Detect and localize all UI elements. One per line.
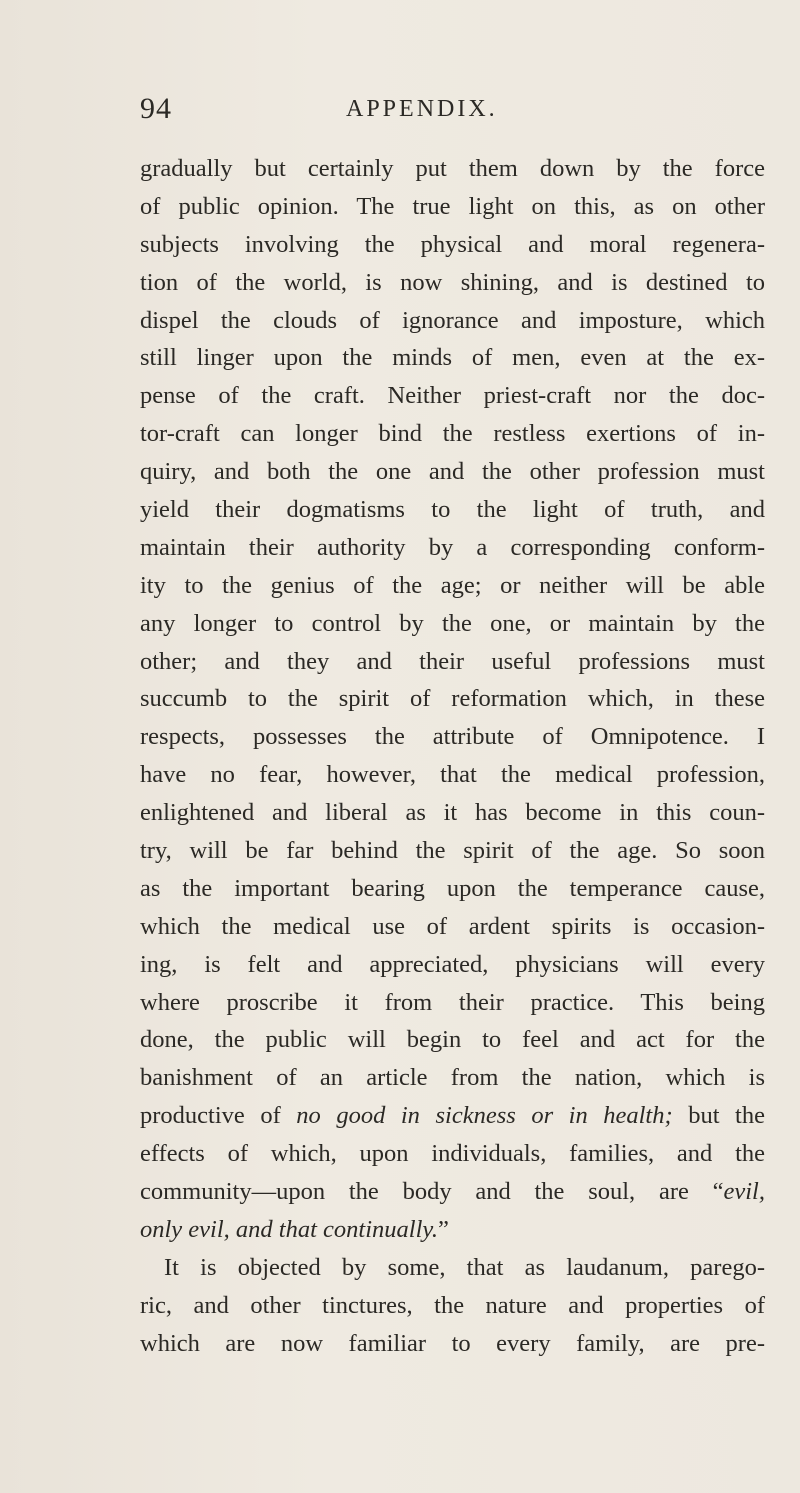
text-line: quiry, and both the one and the other profession must — [140, 458, 765, 486]
text-line: succumb to the spirit of reformation which, in these — [140, 685, 765, 713]
text-line: gradually but certainly put them down by the force — [140, 155, 765, 182]
roman-text: community—upon the body and the soul, are “ — [140, 1178, 724, 1206]
italic-text: only evil, and that continually. — [140, 1215, 439, 1243]
text-line: which the medical use of ardent spirits is occasion- — [140, 912, 765, 940]
text-line: ric, and other tinctures, the nature and properties of — [140, 1291, 765, 1319]
running-head: APPENDIX. — [346, 96, 498, 122]
text-line: pense of the craft. Neither priest-craft nor the doc- — [140, 382, 765, 410]
page-number: 94 — [140, 92, 172, 125]
text-line: done, the public will begin to feel and act for the — [140, 1026, 765, 1054]
text-line: respects, possesses the attribute of Omnipotence. I — [140, 723, 765, 751]
text-line: as the important bearing upon the temperance cause, — [140, 874, 765, 902]
text-line: effects of which, upon individuals, families, and the — [140, 1140, 765, 1168]
text-line: other; and they and their useful professions must — [140, 647, 765, 675]
roman-text: ” — [438, 1215, 449, 1243]
text-line: still linger upon the minds of men, even at the ex- — [140, 344, 765, 372]
page-header — [0, 92, 800, 132]
text-line: where proscribe it from their practice. This being — [140, 988, 765, 1016]
paragraph-start-line: It is objected by some, that as laudanum, parego- — [164, 1253, 765, 1281]
text-line: tor-craft can longer bind the restless exertions of in- — [140, 420, 765, 448]
text-line: banishment of an article from the nation, which is — [140, 1064, 765, 1092]
text-line: ing, is felt and appreciated, physicians will every — [140, 950, 765, 978]
text-line: tion of the world, is now shining, and is destined to — [140, 268, 765, 296]
text-line-mixed — [140, 1211, 765, 1249]
text-line: yield their dogmatisms to the light of truth, and — [140, 496, 765, 524]
text-line: maintain their authority by a corresponding conform- — [140, 533, 765, 561]
text-line: subjects involving the physical and moral regenera- — [140, 230, 765, 258]
body-text — [140, 150, 765, 1363]
text-line: try, will be far behind the spirit of the age. So soon — [140, 837, 765, 865]
roman-text: productive of — [140, 1102, 297, 1130]
text-line-mixed — [140, 1173, 765, 1211]
text-line: ity to the genius of the age; or neither will be able — [140, 571, 765, 599]
text-line: enlightened and liberal as it has become in this coun- — [140, 799, 765, 827]
text-line: have no fear, however, that the medical profession, — [140, 761, 765, 789]
text-line: any longer to control by the one, or maintain by the — [140, 609, 765, 637]
italic-text: evil, — [723, 1178, 765, 1206]
text-line-mixed — [140, 1097, 765, 1135]
roman-text: but the — [672, 1102, 765, 1130]
text-line: dispel the clouds of ignorance and imposture, which — [140, 306, 765, 334]
text-line: which are now familiar to every family, are pre- — [140, 1329, 765, 1357]
italic-text: no good in sickness or in health; — [296, 1102, 673, 1130]
text-line: of public opinion. The true light on this, as on other — [140, 192, 765, 220]
